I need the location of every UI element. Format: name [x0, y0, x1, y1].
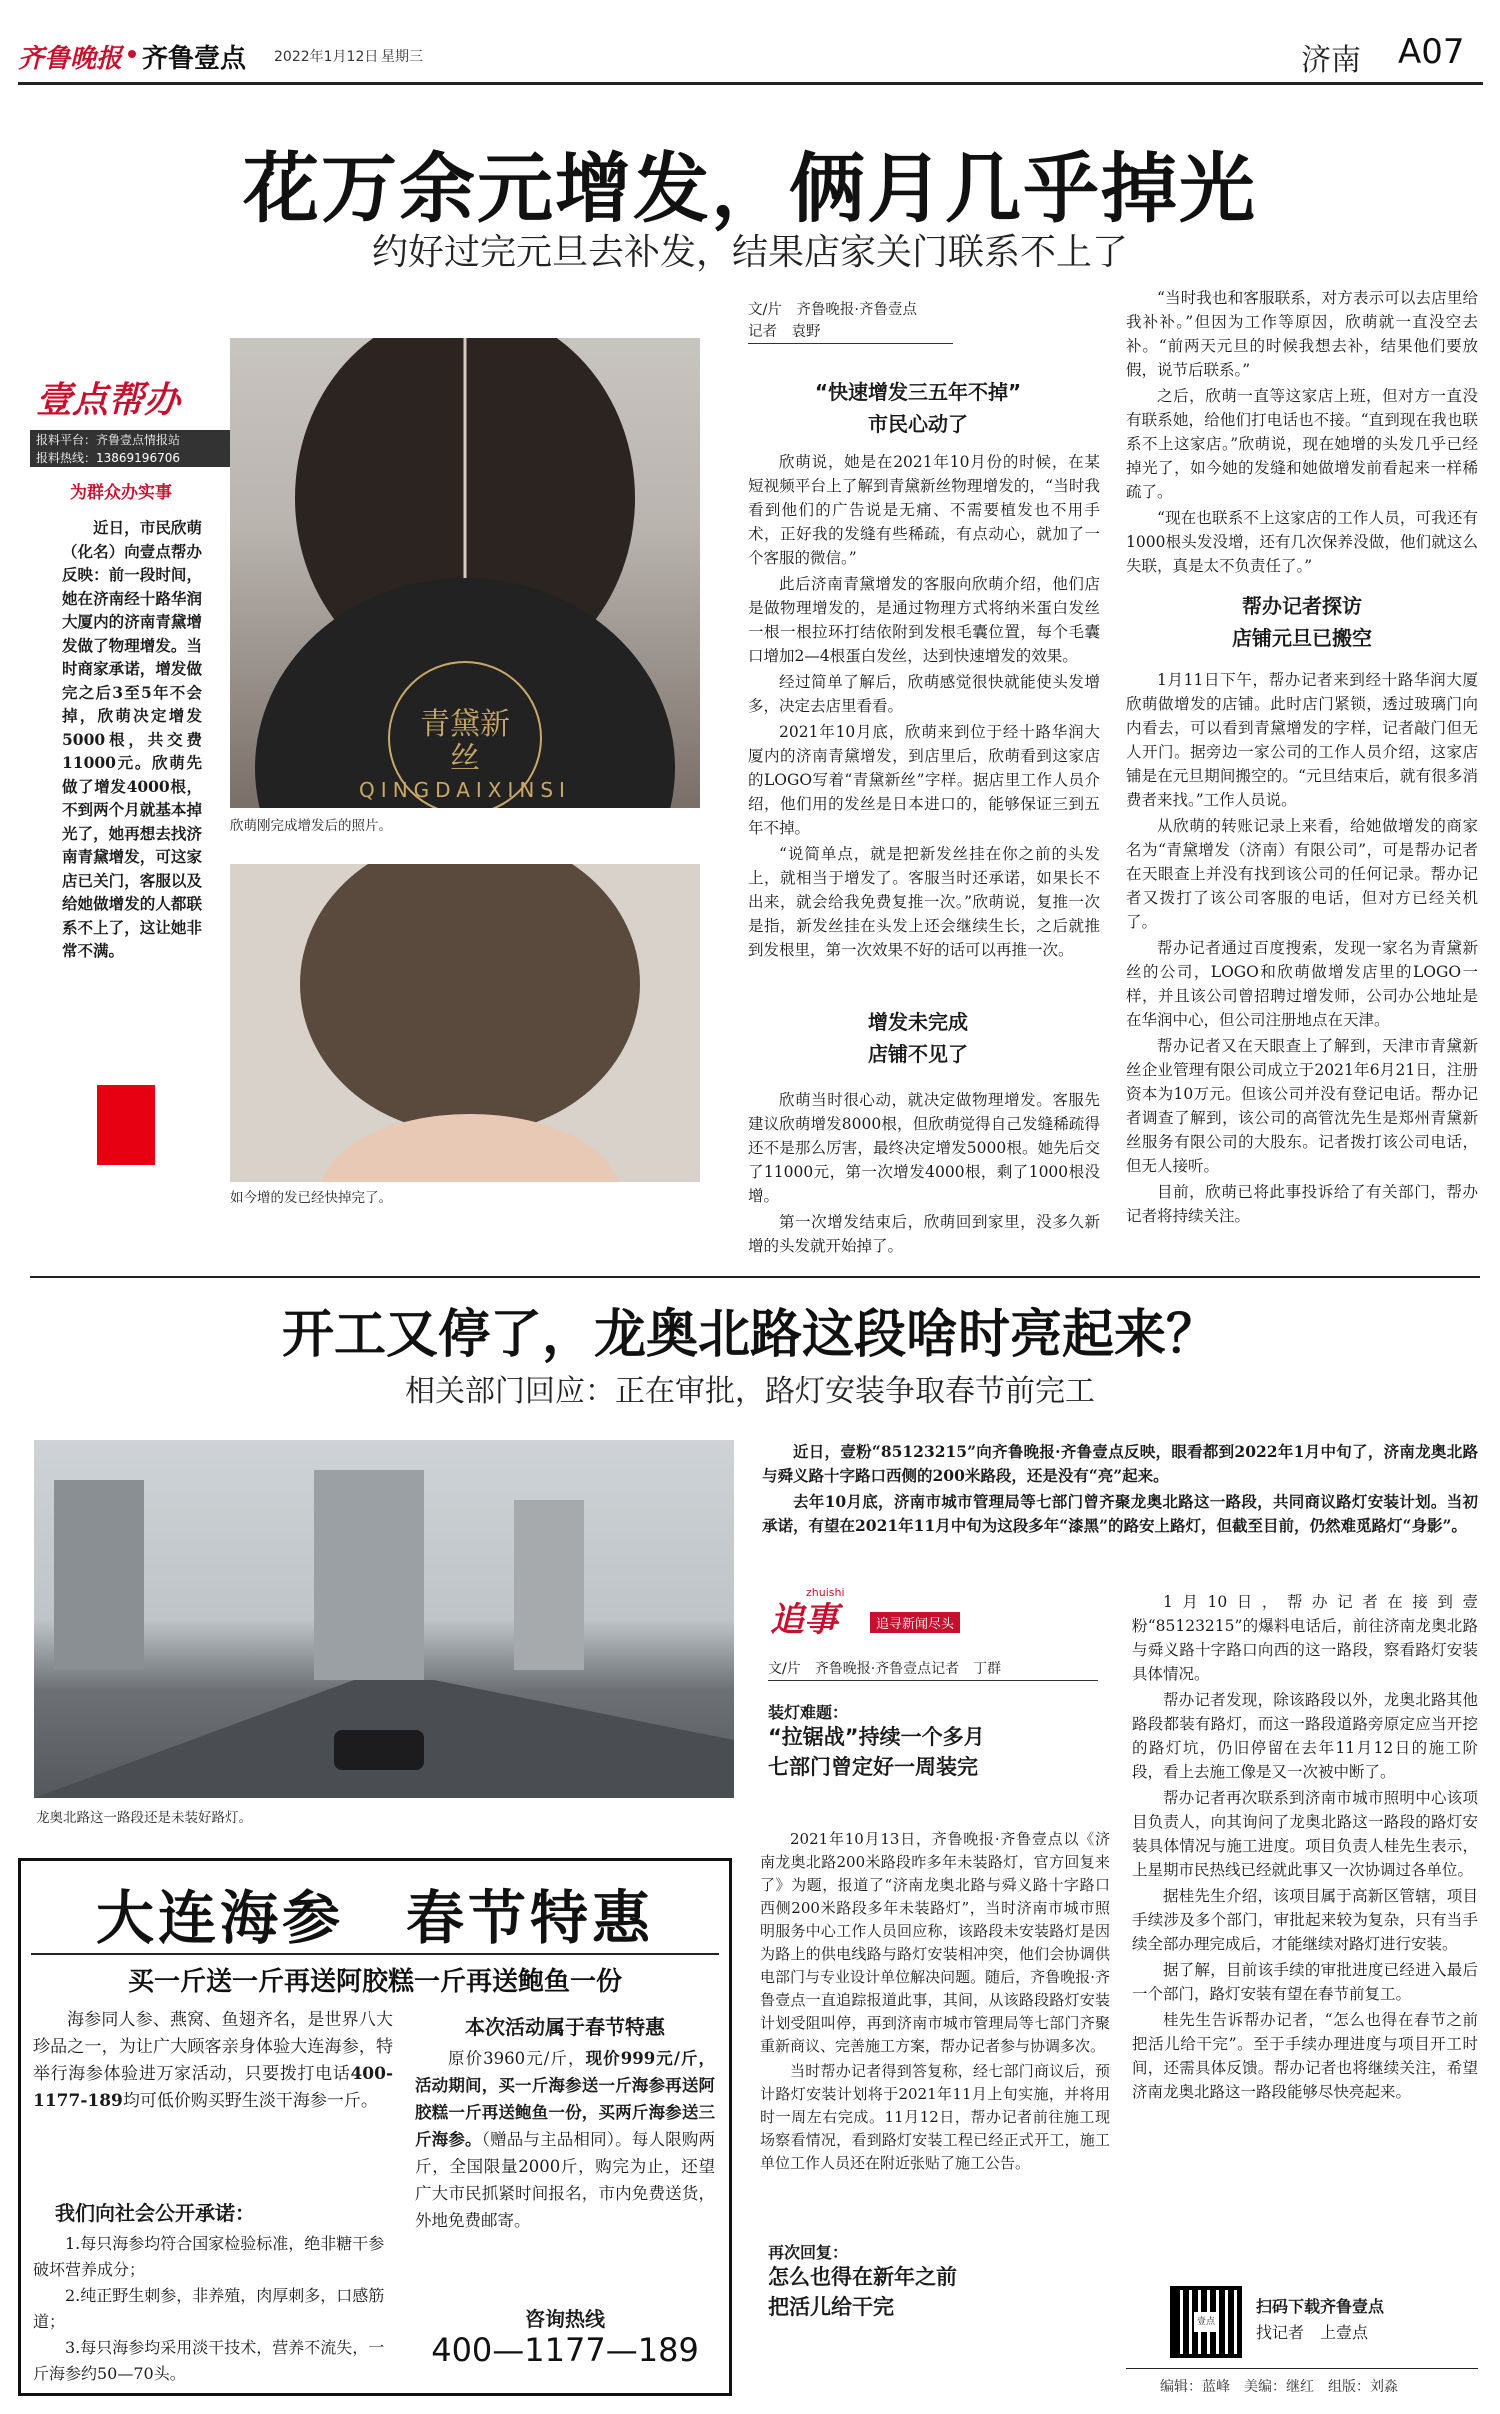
story1-subheadline: 约好过完元旦去补发，结果店家关门联系不上了	[371, 232, 1128, 273]
story1-byline-1: 文/片 齐鲁晚报·齐鲁壹点	[748, 302, 917, 318]
paragraph: 第一次增发结束后，欣萌回到家里，没多久新增的头发就开始掉了。	[748, 1213, 1100, 1255]
story2-col1-body	[760, 1828, 1110, 2177]
ad-title-rule	[31, 1953, 719, 1955]
qr-center-label: 壹点	[1194, 2312, 1218, 2332]
ad-intro	[33, 2007, 393, 2115]
story1-headline: 花万余元增发，俩月几乎掉光	[243, 144, 1257, 233]
story1-col2-body-2	[748, 1088, 1100, 1260]
story1-byline-2: 记者 袁野	[748, 320, 953, 344]
story2-head2-label: 再次回复：	[768, 2243, 849, 2262]
qr-label-1: 扫码下载齐鲁壹点	[1256, 2297, 1385, 2316]
issue-weekday: 星期三	[381, 49, 423, 65]
story2-lead	[762, 1440, 1478, 1540]
ad-intro-end: 均可低价购买野生淡干海参一斤。	[122, 2091, 378, 2111]
paragraph: “当时我也和客服联系，对方表示可以去店里给我补补。”但因为工作等原因，欣萌就一直没空去补。“前两天元旦的时候我想去补，结果他们要放假，说节后联系。”	[1126, 289, 1478, 379]
paragraph: 1月11日下午，帮办记者来到经十路华润大厦欣萌做增发的店铺。此时店门紧锁，透过玻璃门向内看去，可以看到青黛增发的字样，记者敲门但无人开门。据旁边一家公司的工作人员介绍，这家店铺是在元旦期间搬空的。“元旦结束后，就有很多消费者来找。”工作人员说。	[1126, 671, 1478, 809]
yidian-help-badge	[30, 372, 230, 517]
photo1-caption: 欣萌刚完成增发后的照片。	[230, 818, 392, 834]
paragraph: 经过简单了解后，欣萌感觉很快就能使头发增多，决定去店里看看。	[748, 673, 1100, 715]
story2-col2-body	[1132, 1590, 1478, 2106]
zhuishi-pinyin: zhuishi	[806, 1586, 845, 1599]
story2-headline: 开工又停了，龙奥北路这段啥时亮起来？	[281, 1304, 1218, 1365]
photo-hair-falling	[230, 864, 700, 1182]
story-divider	[30, 1276, 1480, 1278]
qr-label-2: 找记者 上壹点	[1256, 2323, 1369, 2342]
paragraph: “现在也联系不上这家店的工作人员，可我还有1000根头发没增，还有几次保养没做，他们就这么失联，真是太不负责任了。”	[1126, 509, 1478, 575]
section-name: 济南	[1301, 43, 1361, 78]
logo-qilu-yidian: 齐鲁壹点	[142, 44, 247, 74]
photo-after-hair-extension	[230, 338, 700, 808]
story2-byline: 文/片 齐鲁晚报·齐鲁壹点记者 丁群	[768, 1658, 1098, 1681]
paragraph: 从欣萌的转账记录上来看，给她做增发的商家名为“青黛增发（济南）有限公司”，可是帮办记者在天眼查上并没有找到该公司的任何记录。帮办记者又拨打了该公司客服的电话，但对方已经关机了。	[1126, 817, 1478, 931]
story1-col2-heading-2: 增发未完成 店铺不见了	[868, 1010, 968, 1066]
ad-activity-body	[415, 2045, 715, 2234]
paragraph: 帮办记者发现，除该路段以外，龙奥北路其他路段都装有路灯，而这一路段道路旁原定应当开挖的路灯坑，仍旧停留在去年11月12日的施工阶段，看上去施工像是又一次被中断了。	[1132, 1691, 1478, 1781]
badge-brand: 壹点帮办	[36, 380, 181, 421]
ad-hotline-label: 咨询热线	[525, 2307, 605, 2331]
ad-promise-1: 1.每只海参均符合国家检验标准，绝非糖干参破坏营养成分；	[33, 2234, 385, 2279]
paragraph: 据桂先生介绍，该项目属于高新区管辖，项目手续涉及多个部门，审批起来较为复杂，只有当手续全部办理完成后，才能继续对路灯进行安装。	[1132, 1887, 1478, 1953]
story2-head2: 怎么也得在新年之前 把活儿给干完	[768, 2265, 957, 2319]
ad-activity-heading: 本次活动属于春节特惠	[465, 2015, 665, 2039]
ad-promise-heading: 我们向社会公开承诺：	[55, 2201, 255, 2225]
paragraph: 去年10月底，济南市城市管理局等七部门曾齐聚龙奥北路这一路段，共同商议路灯安装计划。当初承诺，有望在2021年11月中旬为这段多年“漆黑”的路安上路灯，但截至目前，仍然难觅路灯“身影”。	[762, 1492, 1478, 1535]
red-decor-block	[97, 1085, 155, 1165]
ad-subtitle: 买一斤送一斤再送阿胶糕一斤再送鲍鱼一份	[127, 1967, 622, 1997]
ad-title: 大连海参 春节特惠	[95, 1884, 654, 1952]
paragraph: 欣萌当时很心动，就决定做物理增发。客服先建议欣萌增发8000根，但欣萌觉得自己发缝稀疏得还不是那么厉害，最终决定增发5000根。她先后交了11000元，第一次增发4000根，剩了1000根没增。	[748, 1091, 1100, 1205]
paragraph: “说简单点，就是把新发丝挂在你之前的头发上，就相当于增发了。客服当时还承诺，如果长不出来，就会给我免费复推一次。”欣萌说，复推一次是指，新发丝挂在头发上还会继续生长，之后就推到发根里，第一次效果不好的话可以再推一次。	[748, 845, 1100, 959]
zhuishi-tagline: 追寻新闻尽头	[870, 1612, 960, 1633]
issue-date: 2022年1月12日	[274, 49, 379, 65]
paragraph: 帮办记者又在天眼查上了解到，天津市青黛新丝企业管理有限公司成立于2021年6月21日，注册资本为10万元。但该公司并没有登记电话。帮办记者调查了解到，该公司的高管沈先生是郑州青黛新丝服务有限公司的大股东。记者拨打该公司电话，但无人接听。	[1126, 1037, 1478, 1175]
ad-original-price: 原价3960元/斤，	[448, 2049, 586, 2068]
photo-longao-road	[34, 1440, 734, 1798]
badge-slogan: 为群众办实事	[70, 483, 172, 503]
hair-photo-2	[230, 864, 700, 1182]
story2-subheadline: 相关部门回应：正在审批，路灯安装争取春节前完工	[405, 1374, 1095, 1409]
paragraph: 2021年10月13日，齐鲁晚报·齐鲁壹点以《济南龙奥北路200米路段昨多年未装路灯，官方回复来了》为题，报道了“济南龙奥北路与舜义路十字路口西侧200米路段多年未装路灯”，当时济南市城市照明服务中心工作人员回应称，该路段未安装路灯是因为路上的供电线路与路灯安装相冲突，他们会协调供电部门与专业设计单位解决问题。随后，齐鲁晚报·齐鲁壹点一直追踪报道此事，其间，从该路段路灯安装计划受阻叫停，再到济南市城市管理局等七部门齐聚重新商议、完善施工方案，帮办记者参与协调多次。	[760, 1830, 1110, 2055]
road-photo	[34, 1440, 734, 1798]
editor-credits: 编辑：蓝峰 美编：继红 组版：刘淼	[1160, 2379, 1398, 2395]
badge-platform: 报料平台：齐鲁壹点情报站	[30, 430, 230, 449]
story1-col3-body-2	[1126, 668, 1478, 1230]
logo-divider	[128, 50, 136, 58]
ad-intro-phone: 400-1177-189	[33, 2064, 393, 2111]
zhuishi-title: 追事	[770, 1600, 838, 1640]
qingdai-logo-en: QINGDAIXINSI	[359, 778, 571, 802]
paragraph: 帮办记者再次联系到济南市城市照明中心该项目负责人，向其询问了龙奥北路这一路段的路灯安装具体情况与施工进度。项目负责人桂先生表示，上星期市民热线已经就此事又一次协调过各单位。	[1132, 1789, 1478, 1879]
zhuishi-badge	[762, 1586, 1072, 1642]
paragraph: 此后济南青黛增发的客服向欣萌介绍，他们店是做物理增发的，是通过物理方式将纳米蛋白发丝一根一根拉环打结依附到发根毛囊位置，每个毛囊口增加2—4根蛋白发丝，达到快速增发的效果。	[748, 575, 1100, 665]
story1-col3-body	[1126, 286, 1478, 580]
footer-rule	[1126, 2368, 1478, 2369]
paragraph: 之后，欣萌一直等这家店上班，但对方一直没有联系她，给他们打电话也不接。“直到现在我也联系不上这家店。”欣萌说，现在她增的头发几乎已经掉光了，如今她的发缝和她做增发前看起来一样稀疏了。	[1126, 387, 1478, 501]
ad-promises	[33, 2231, 393, 2387]
story1-col3-heading: 帮办记者探访 店铺元旦已搬空	[1232, 594, 1372, 650]
ad-promise-3: 3.每只海参均采用淡干技术，营养不流失，一斤海参约50—70头。	[33, 2338, 385, 2383]
story2-head1-label: 装灯难题：	[768, 1703, 849, 1722]
ad-terms: （赠品与主品相同）。每人限购两斤，全国限量2000斤，购完为止，还望广大市民抓紧时间报名，市内免费送货，外地免费邮寄。	[415, 2130, 716, 2230]
story2-head1: “拉锯战”持续一个多月 七部门曾定好一周装完	[768, 1725, 985, 1779]
story1-lead: 近日，市民欣萌（化名）向壹点帮办反映：前一段时间，她在济南经十路华润大厦内的济南青黛增发做了物理增发。当时商家承诺，增发做完之后3至5年不会掉，欣萌决定增发5000根，共交费11000元。欣萌先做了增发4000根，不到两个月就基本掉光了，她再想去找济南青黛增发，可这家店已关门，客服以及给她做增发的人都联系不上了，这让她非常不满。	[62, 518, 202, 960]
paragraph: 目前，欣萌已将此事投诉给了有关部门，帮办记者将持续关注。	[1126, 1183, 1478, 1225]
road-photo-caption: 龙奥北路这一路段还是未装好路灯。	[36, 1810, 252, 1826]
story1-col2-heading: “快速增发三五年不掉” 市民心动了	[814, 380, 1022, 436]
paragraph: 桂先生告诉帮办记者，“怎么也得在春节之前把活儿给干完”。至于手续办理进度与项目开工时间，还需具体反馈。帮办记者也将继续关注，希望济南龙奥北路这一路段能够尽快亮起来。	[1132, 2011, 1478, 2101]
ad-intro-text: 海参同人参、燕窝、鱼翅齐名，是世界八大珍品之一，为让广大顾客亲身体验大连海参，特举行海参体验进万家活动，只要拨打电话	[33, 2010, 393, 2084]
paragraph: 据了解，目前该手续的审批进度已经进入最后一个部门，路灯安装有望在春节前复工。	[1132, 1961, 1478, 2003]
paragraph: 2021年10月底，欣萌来到位于经十路华润大厦内的济南青黛增发，到店里后，欣萌看到这家店的LOGO写着“青黛新丝”字样。据店里工作人员介绍，他们用的发丝是日本进口的，能够保证三到五年不掉。	[748, 723, 1100, 837]
photo2-caption: 如今增的发已经快掉完了。	[230, 1190, 392, 1206]
badge-hotline: 报料热线：13869196706	[30, 448, 230, 467]
paragraph: 欣萌说，她是在2021年10月份的时候，在某短视频平台上了解到青黛新丝物理增发的，“当时我看到他们的广告说是无痛、不需要植发也不用手术，正好我的发缝有些稀疏，有点动心，就加了一个客服的微信。”	[748, 453, 1100, 567]
story1-col2-body	[748, 450, 1100, 964]
paragraph: 帮办记者通过百度搜索，发现一家名为青黛新丝的公司，LOGO和欣萌做增发店里的LOGO一样，并且该公司曾招聘过增发师，公司办公地址是在华润中心，但公司注册地点在天津。	[1126, 939, 1478, 1029]
logo-qilu-evening: 齐鲁晚报	[18, 44, 123, 74]
masthead	[18, 30, 1483, 78]
qr-code[interactable]	[1170, 2286, 1242, 2358]
paragraph: 1月10日，帮办记者在接到壹粉“85123215”的爆料电话后，前往济南龙奥北路与舜义路十字路口向西的这一路段，察看路灯安装具体情况。	[1132, 1593, 1478, 1683]
qingdai-logo-cn: 青黛新丝	[420, 707, 510, 776]
ad-offer: 现价999元/斤，活动期间，买一斤海参送一斤海参再送阿胶糕一斤再送鲍鱼一份，买两斤海参送三斤海参。	[415, 2049, 715, 2149]
paragraph: 当时帮办记者得到答复称，经七部门商议后，预计路灯安装计划将于2021年11月上旬实施，并将用时一周左右完成。11月12日，帮办记者前往施工现场察看情况，看到路灯安装工程已经正式开工，施工单位工作人员还在附近张贴了施工公告。	[760, 2062, 1110, 2172]
page-number: A07	[1398, 32, 1465, 72]
ad-hotline-number[interactable]: 400—1177—189	[431, 2331, 699, 2369]
header-rule	[18, 82, 1483, 85]
paragraph: 近日，壹粉“85123215”向齐鲁晚报·齐鲁壹点反映，眼看都到2022年1月中旬了，济南龙奥北路与舜义路十字路口西侧的200米路段，还是没有“亮”起来。	[762, 1442, 1478, 1485]
ad-promise-2: 2.纯正野生刺参，非养殖，肉厚刺多，口感筋道；	[33, 2286, 385, 2331]
sea-cucumber-ad	[18, 1858, 732, 2396]
